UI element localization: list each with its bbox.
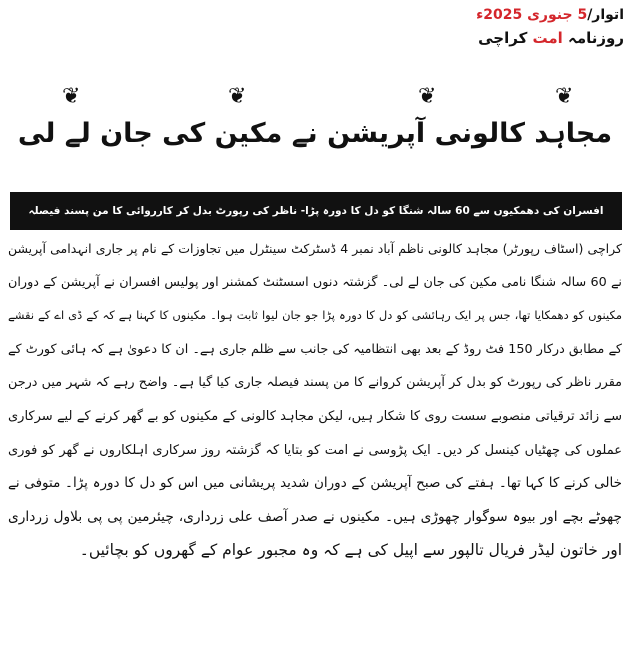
body-line: خالی کرنے کا کہا تھا۔ ہفتے کی صبح آپریشن کے دوران شدید پریشانی میں اس کو دل کا دورہ پڑا۔ متوفی نے: [8, 475, 622, 492]
body-line: کے مطابق درکار 150 فٹ روڈ کے بعد بھی انتظامیہ کی جانب سے ظلم جاری ہے۔ ان کا دعویٰ ہے کہ ہائی کورٹ کے: [8, 341, 622, 357]
flourish-icon: ❦: [418, 84, 437, 109]
body-line: سے زائد ترقیاتی منصوبے سست روی کا شکار ہیں، لیکن مجاہد کالونی کے مکینوں کو بے گھر کرنے کے لیے سرکاری: [8, 408, 622, 424]
flourish-icon: ❦: [62, 84, 81, 109]
date-day-month: 5 جنوری: [527, 7, 588, 23]
paper-title: امت: [532, 29, 563, 47]
date-year: 2025ء: [476, 7, 528, 23]
newspaper-name: [424, 26, 624, 50]
body-line: چھوٹے بچے اور بیوہ سوگوار چھوڑی ہیں۔ مکینوں نے صدر آصف علی زرداری، چیئرمین پی پی بلاول زرداری: [8, 508, 622, 525]
flourish-icon: ❦: [555, 84, 574, 109]
body-line: کراچی (اسٹاف رپورٹر) مجاہد کالونی ناظم آباد نمبر 4 ڈسٹرکٹ سینٹرل میں تجاوزات کے نام پر جاری انہدامی آپریشن: [8, 241, 622, 256]
paper-city: کراچی: [478, 29, 533, 47]
article-body: [8, 232, 622, 568]
headline-container: [4, 78, 626, 188]
subheadline-bar: [10, 192, 622, 230]
body-line: اور خاتون لیڈر فریال تالپور سے اپیل کی ہے کہ وہ مجبور عوام کے گھروں کو بچائیں۔: [79, 541, 622, 560]
body-line: عملوں کی چھٹیاں کینسل کر دیں۔ ایک پڑوسی نے امت کو بتایا کہ گزشتہ روز سرکاری اہلکاروں نے گھر کو فوری: [8, 442, 622, 458]
date-prefix: اتوار/: [587, 7, 624, 23]
masthead: [424, 4, 624, 50]
paper-prefix: روزنامہ: [562, 29, 624, 47]
subheadline: افسران کی دھمکیوں سے 60 سالہ شنگا کو دل کا دورہ پڑا- ناظر کی رپورٹ بدل کر کارروائی کا من پسند فیصلہ: [28, 205, 604, 217]
headline: مجاہد کالونی آپریشن نے مکین کی جان لے لی: [17, 117, 613, 149]
body-line: نے 60 سالہ شنگا نامی مکین کی جان لے لی۔ گزشتہ دنوں اسسٹنٹ کمشنر اور پولیس افسران نے آپریشن کے دوران: [8, 274, 622, 290]
body-line: مقرر ناظر کی رپورٹ کو بدل کر آپریشن کروانے کا من پسند فیصلہ جاری کیا گیا ہے۔ واضح رہے کہ شہر میں درجن: [8, 375, 622, 391]
flourish-icon: ❦: [228, 84, 247, 109]
issue-date: [424, 4, 624, 26]
body-line: مکینوں کو دھمکایا تھا، جس پر ایک رہائشی کو دل کا دورہ پڑا جو جان لیوا ثابت ہوا۔ مکینوں کا کہنا ہے کہ کے ڈی اے کے نقشے: [8, 308, 622, 323]
